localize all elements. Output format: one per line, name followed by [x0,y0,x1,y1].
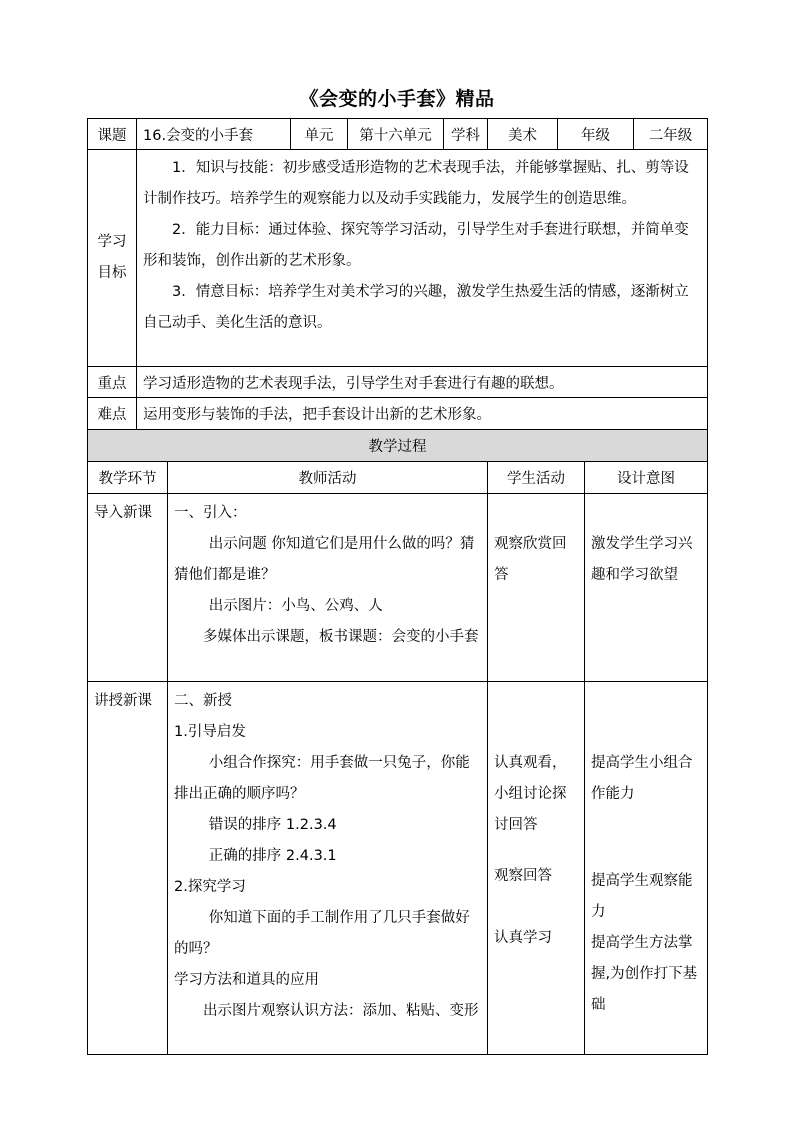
difficulty-row [88,398,708,430]
teacher-line: 一、引入： [174,505,247,521]
subject-value: 美术 [488,119,558,150]
intent-line: 激发学生学习兴趣和学习欲望 [591,536,693,583]
teacher-cell [168,494,488,682]
student-cell [488,682,585,1055]
student-line: 观察欣赏回答 [494,536,567,583]
process-header-row [88,430,708,462]
student-line: 认真观看，小组讨论探讨回答 [494,755,567,833]
teacher-line: 小组合作探究：用手套做一只兔子，你能排出正确的顺序吗？ [174,755,470,802]
col-teacher: 教师活动 [168,462,488,494]
key-point-row [88,367,708,398]
teacher-line: 1.引导启发 [174,724,246,740]
teacher-line: 二、新授 [174,693,232,709]
student-line: 观察回答 [494,868,552,884]
objectives-label [88,150,137,367]
student-line: 认真学习 [494,930,552,946]
grade-value: 二年级 [634,119,708,150]
objectives-label-line2: 目标 [97,265,127,281]
difficulty-label: 难点 [88,398,137,430]
intent-line: 提高学生小组合作能力 [591,755,693,802]
teacher-line: 出示问题 你知道它们是用什么做的吗？猜猜他们都是谁？ [174,536,475,583]
teacher-cell [168,682,488,1055]
teacher-line: 2.探究学习 [174,879,246,895]
teacher-line: 出示图片观察认识方法：添加、粘贴、变形 [203,1003,479,1019]
grade-label: 年级 [558,119,634,150]
subject-label: 学科 [444,119,488,150]
teacher-line: 正确的排序 2.4.3.1 [208,848,337,864]
column-header-row [88,462,708,494]
stage-cell [88,682,168,1055]
page-title: 《会变的小手套》精品 [299,88,495,110]
intent-cell [585,682,708,1055]
lesson-label: 课题 [88,119,137,150]
stage-label: 导入新课 [94,505,152,521]
teacher-line: 错误的排序 1.2.3.4 [208,817,337,833]
intent-line: 提高学生观察能力 [591,873,693,920]
teacher-line: 学习方法和道具的应用 [174,972,319,988]
lesson-plan-table [87,118,708,1055]
lesson-value: 16.会变的小手套 [137,119,291,150]
table-row [88,494,708,682]
objectives-row [88,150,708,367]
key-point-label: 重点 [88,367,137,398]
col-student: 学生活动 [488,462,585,494]
difficulty-value: 运用变形与装饰的手法，把手套设计出新的艺术形象。 [137,398,708,430]
teacher-line: 你知道下面的手工制作用了几只手套做好的吗？ [174,910,470,957]
table-row [88,682,708,1055]
intent-line: 提高学生方法掌握,为创作打下基础 [591,935,698,1013]
objectives-content [137,150,708,367]
col-stage: 教学环节 [88,462,168,494]
objective-item: 2．能力目标：通过体验、探究等学习活动，引导学生对手套进行联想，并简单变形和装饰，创作出新的艺术形象。 [143,222,689,269]
objectives-label-line1: 学习 [97,234,127,250]
unit-value: 第十六单元 [348,119,444,150]
key-point-value: 学习适形造物的艺术表现手法，引导学生对手套进行有趣的联想。 [137,367,708,398]
stage-label: 讲授新课 [94,693,152,709]
process-header: 教学过程 [88,430,708,462]
stage-cell [88,494,168,682]
header-row [88,119,708,150]
teacher-line: 出示图片：小鸟、公鸡、人 [208,598,383,614]
objective-item: 1．知识与技能：初步感受适形造物的艺术表现手法，并能够掌握贴、扎、剪等设计制作技巧。培养学生的观察能力以及动手实践能力，发展学生的创造思维。 [143,160,689,207]
student-cell [488,494,585,682]
unit-label: 单元 [291,119,348,150]
col-intent: 设计意图 [585,462,708,494]
objective-item: 3．情意目标：培养学生对美术学习的兴趣，激发学生热爱生活的情感，逐渐树立自己动手、美化生活的意识。 [143,284,689,331]
intent-cell [585,494,708,682]
teacher-line: 多媒体出示课题，板书课题：会变的小手套 [203,629,479,645]
